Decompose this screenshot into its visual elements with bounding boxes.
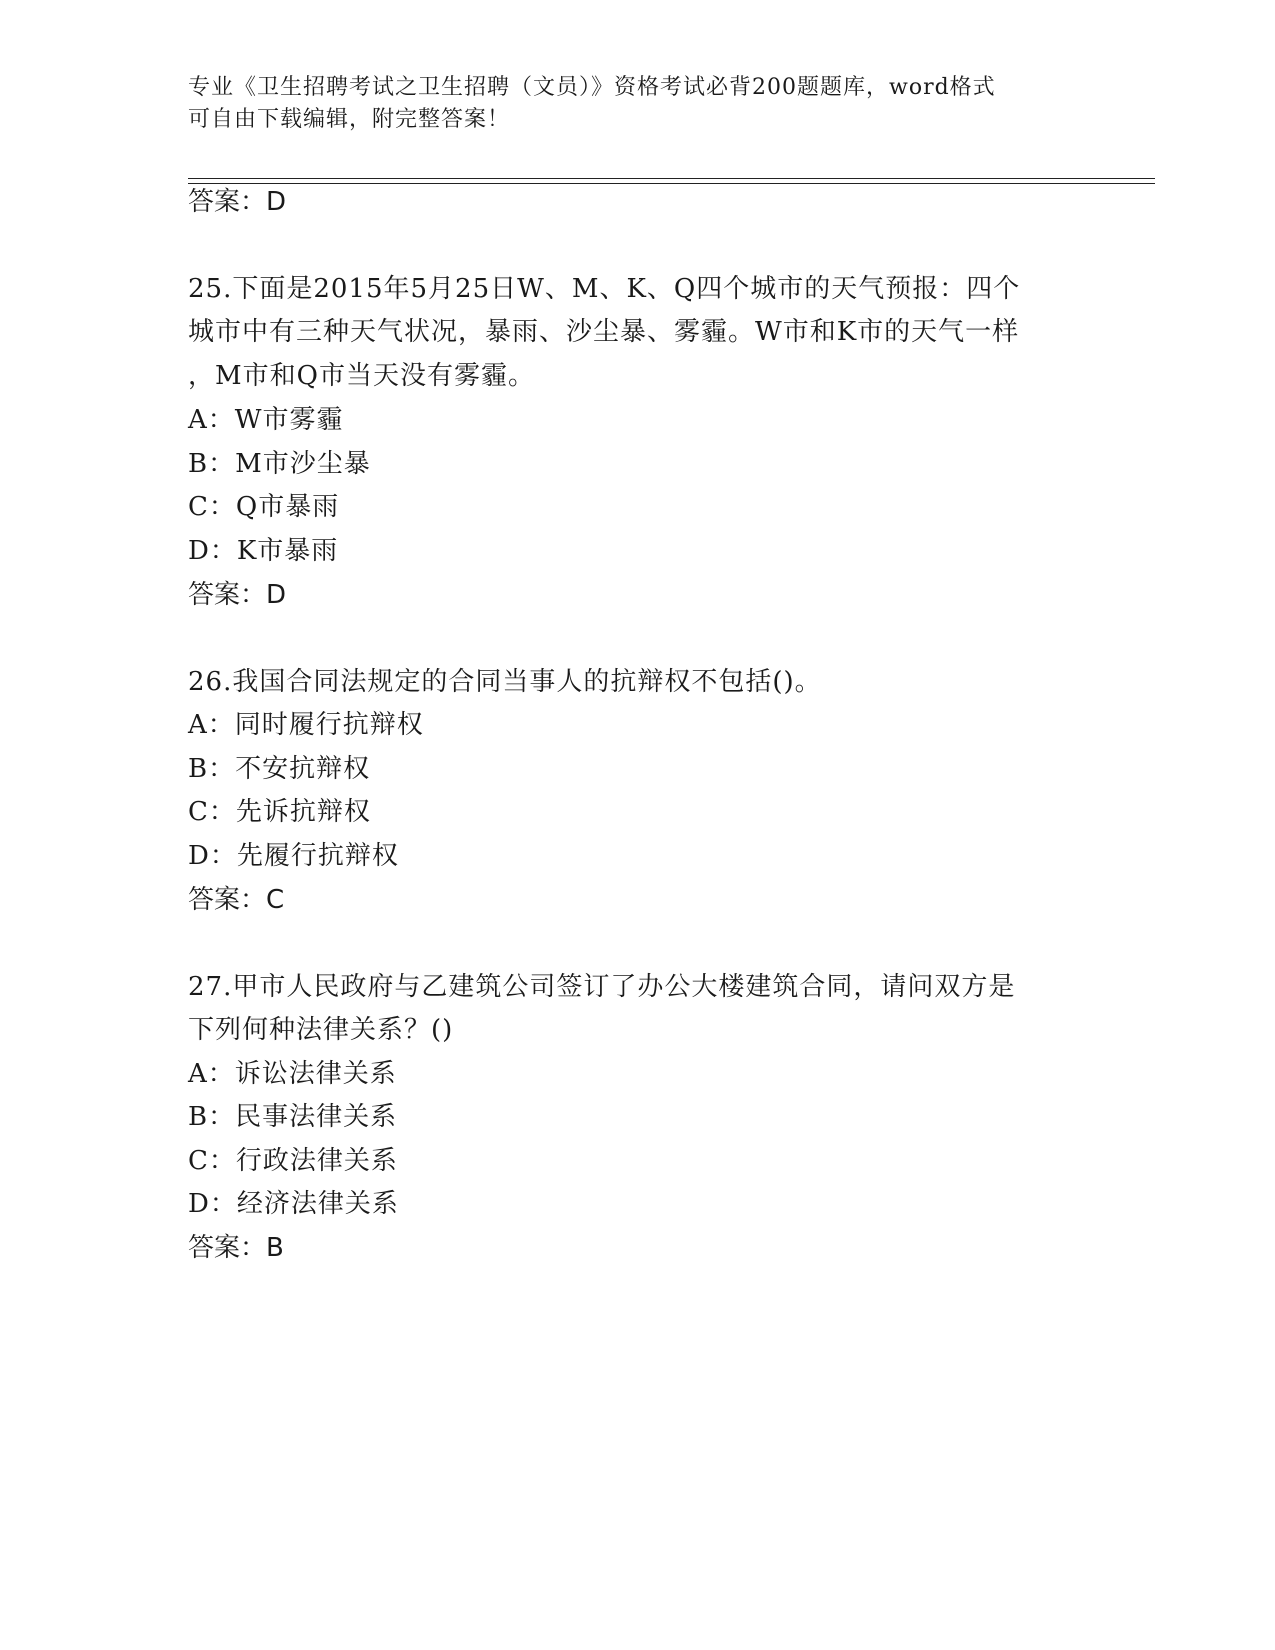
question-25-option-a: A：W市雾霾 [188,405,344,435]
question-25-option-b: B：M市沙尘暴 [188,449,371,479]
question-26-option-b: B：不安抗辩权 [188,754,371,784]
question-26-answer: 答案：C [188,885,285,915]
question-25-option-c: C：Q市暴雨 [188,492,340,522]
question-27-answer: 答案：B [188,1233,284,1263]
question-27-option-d: D：经济法律关系 [188,1189,399,1219]
question-25-answer: 答案：D [188,580,287,610]
header-rule-bottom [188,183,1155,184]
header-line-2: 可自由下载编辑，附完整答案！ [188,107,511,132]
document-header [188,72,1088,136]
question-26-line-1: 26.我国合同法规定的合同当事人的抗辩权不包括()。 [188,667,822,697]
question-25-option-d: D：K市暴雨 [188,536,339,566]
header-rule-top [188,178,1155,179]
previous-answer: 答案：D [188,187,287,217]
question-25-line-2: 城市中有三种天气状况，暴雨、沙尘暴、雾霾。W市和K市的天气一样 [188,317,1020,347]
question-26-option-d: D：先履行抗辩权 [188,841,399,871]
question-26-option-a: A：同时履行抗辩权 [188,710,424,740]
question-25-line-1: 25.下面是2015年5月25日W、M、K、Q四个城市的天气预报：四个 [188,274,1021,304]
question-27-option-a: A：诉讼法律关系 [188,1059,397,1089]
question-27-option-b: B：民事法律关系 [188,1102,398,1132]
question-27-line-1: 27.甲市人民政府与乙建筑公司签订了办公大楼建筑合同，请问双方是 [188,972,1016,1002]
question-25-line-3: ，M市和Q市当天没有雾霾。 [188,361,535,391]
question-27-option-c: C：行政法律关系 [188,1146,398,1176]
header-line-1: 专业《卫生招聘考试之卫生招聘（文员）》资格考试必背200题题库，word格式 [188,75,996,100]
question-26-option-c: C：先诉抗辩权 [188,797,371,827]
question-27-line-2: 下列何种法律关系？() [188,1015,454,1045]
